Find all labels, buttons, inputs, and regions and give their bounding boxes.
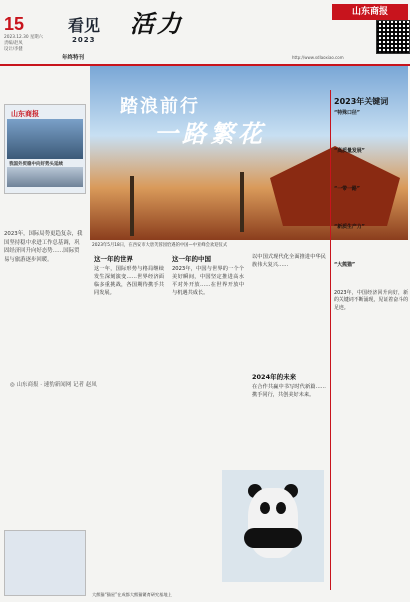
side-credit: ◎ 山东商报 · 速豹新闻网 记者 赵凤 bbox=[10, 382, 97, 388]
logo-text: 看见 bbox=[68, 16, 101, 35]
side-article-text: 2023年，国际局势更趋复杂，我国坚持稳中求进工作总基调，巩固经济回升向好态势……国际贸易与旅游逐步回暖。 bbox=[4, 231, 83, 263]
logo-year: 2023 bbox=[72, 36, 96, 44]
keywords-body: 2023年，中国经济回升向好，新的关键词不断涌现，见证着奋斗的足迹。 bbox=[334, 289, 408, 312]
column-1-heading: 这一年的世界 bbox=[94, 255, 133, 263]
panda-photo bbox=[222, 470, 324, 582]
keyword-item: “高质量发展” bbox=[334, 147, 365, 154]
hero-headline-2: 一路繁花 bbox=[154, 119, 266, 148]
hero-headline-1: 踏浪前行 bbox=[120, 96, 200, 117]
side-box-image-2 bbox=[7, 167, 83, 187]
side-box-image bbox=[7, 119, 83, 159]
panda-arm bbox=[244, 528, 302, 548]
panda-eye bbox=[276, 502, 286, 514]
keyword-item: “一带一路” bbox=[334, 185, 360, 192]
page-number: 15 bbox=[4, 14, 25, 34]
special-issue-logo bbox=[58, 10, 110, 54]
side-box-headline: 我国外贸稳中向好势头延续 bbox=[9, 162, 63, 167]
keywords-title: 2023年关键词 bbox=[334, 97, 389, 106]
section-subtitle: 年终特刊 bbox=[62, 55, 85, 61]
keyword-item: “特殊口径” bbox=[334, 110, 360, 116]
lamp-post bbox=[130, 176, 134, 236]
keywords-column bbox=[334, 110, 408, 313]
site-url[interactable]: http://www.sdlaoxiao.com bbox=[292, 55, 344, 60]
section-title: 活力 bbox=[130, 9, 184, 38]
keyword-item: “新质生产力” bbox=[334, 223, 365, 230]
column-1-text: 这一年，国际形势与格局继续发生深刻演变……世界经济面临多重挑战，各国期待携手共同发展。 bbox=[94, 266, 164, 296]
column-3-text: 以中国式现代化全面推进中华民族伟大复兴…… bbox=[252, 254, 326, 268]
meta-date: 2023.12.30 星期六 bbox=[4, 35, 43, 40]
bottom-caption: 大熊猫“猫星”在成都大熊猫繁育研究基地上 bbox=[92, 592, 172, 597]
meta-editor: 责编/赵凤 bbox=[4, 41, 23, 46]
keyword-item: “大熊猫” bbox=[334, 261, 356, 268]
column-2-text: 2023年，中国与世界的一个个美好瞬间，中国坚定推进高水平对外开放……在世界开放中与机遇共成长。 bbox=[172, 266, 244, 296]
column-2-heading: 这一年的中国 bbox=[172, 255, 211, 263]
panda-eye bbox=[260, 502, 270, 514]
brand-badge: 山东商报 bbox=[332, 4, 408, 20]
side-news-box-2[interactable] bbox=[4, 530, 86, 596]
page-meta bbox=[4, 35, 43, 53]
side-box-title: 山东商报 bbox=[11, 110, 39, 118]
hero-caption: 2023年5月18日，在西安市大唐芙蓉园恰遇的中国—中亚峰会欢迎仪式 bbox=[92, 243, 228, 248]
lamp-post bbox=[240, 172, 244, 232]
side-news-box[interactable] bbox=[4, 104, 86, 194]
column-3-heading: 2024年的未来 bbox=[252, 373, 297, 381]
qr-code-icon[interactable] bbox=[376, 20, 410, 54]
column-3-text-2: 在合作共赢中书写时代新篇……携手同行，共创美好未来。 bbox=[252, 384, 326, 398]
meta-designer: 设计/李健 bbox=[4, 47, 23, 52]
